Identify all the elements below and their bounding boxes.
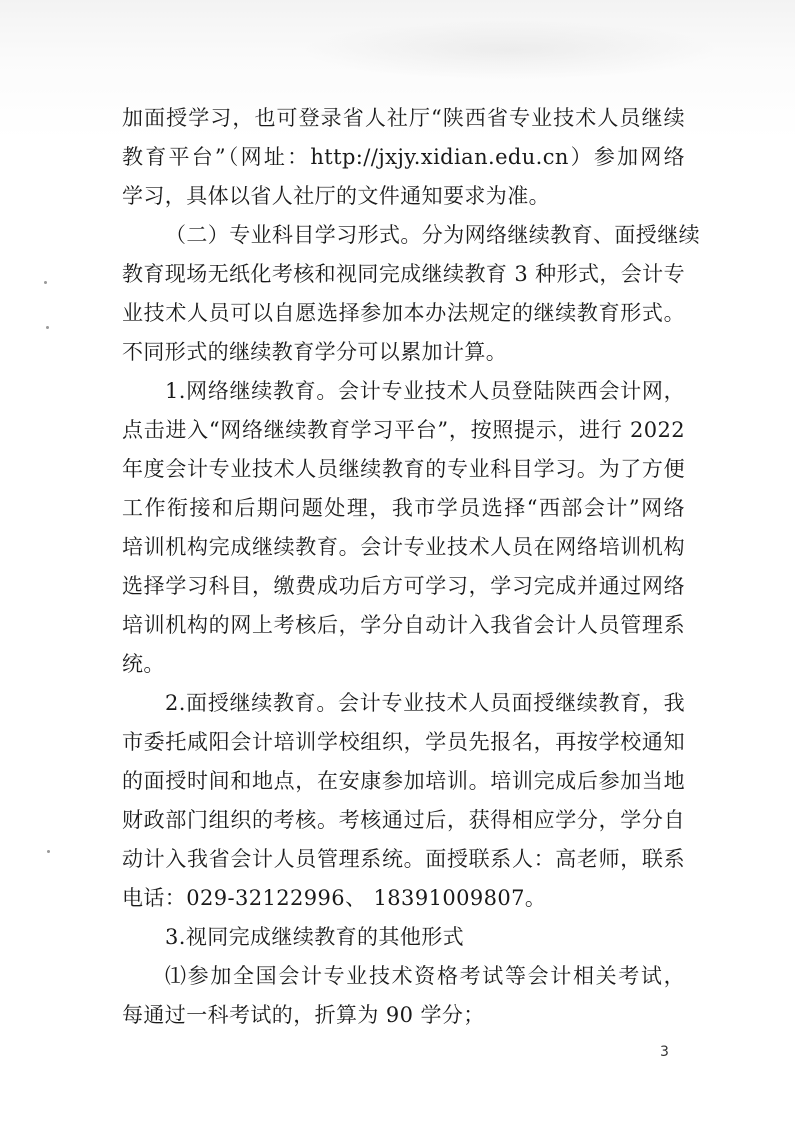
text-line: 的面授时间和地点，在安康参加培训。培训完成后参加当地 [122,769,685,793]
text-line: 教育现场无纸化考核和视同完成继续教育 3 种形式，会计专 [122,262,685,286]
text-line: 学习，具体以省人社厅的文件通知要求为准。 [122,184,550,208]
text-line: 财政部门组织的考核。考核通过后，获得相应学分，学分自 [122,808,685,832]
text-line: 不同形式的继续教育学分可以累加计算。 [122,340,508,364]
text-line: 市委托咸阳会计培训学校组织，学员先报名，再按学校通知 [122,730,685,754]
scan-speck [46,326,49,329]
text-line: 工作衔接和后期问题处理，我市学员选择“西部会计”网络 [122,496,685,520]
text-line: ⑴参加全国会计专业技术资格考试等会计相关考试， [165,964,685,988]
text-line: 统。 [122,652,165,676]
text-line: 动计入我省会计人员管理系统。面授联系人：高老师，联系 [122,847,685,871]
text-line: 选择学习科目，缴费成功后方可学习，学习完成并通过网络 [122,574,685,598]
page-number: 3 [660,1044,669,1060]
text-line: 教育平台”（网址：http://jxjy.xidian.edu.cn）参加网络 [122,145,685,169]
scan-speck [47,850,50,853]
text-line: 培训机构完成继续教育。会计专业技术人员在网络培训机构 [122,535,685,559]
text-line: 业技术人员可以自愿选择参加本办法规定的继续教育形式。 [122,301,685,325]
text-line: 加面授学习，也可登录省人社厅“陕西省专业技术人员继续 [122,106,685,130]
section-heading: 3.视同完成继续教育的其他形式 [165,925,465,949]
text-line: 2.面授继续教育。会计专业技术人员面授继续教育，我 [165,691,685,715]
text-line: 年度会计专业技术人员继续教育的专业科目学习。为了方便 [122,457,685,481]
text-line: 每通过一科考试的，折算为 90 学分； [122,1003,485,1027]
scan-shadow [300,20,720,80]
text-line: 点击进入“网络继续教育学习平台”，按照提示，进行 2022 [122,418,685,442]
text-line: 培训机构的网上考核后，学分自动计入我省会计人员管理系 [122,613,685,637]
text-line: 1.网络继续教育。会计专业技术人员登陆陕西会计网， [165,379,685,403]
text-line: 电话：029-32122996、 18391009807。 [122,886,547,910]
document-body [122,99,700,1035]
text-line: （二）专业科目学习形式。分为网络继续教育、面授继续 [165,223,700,247]
scan-speck [44,281,47,284]
